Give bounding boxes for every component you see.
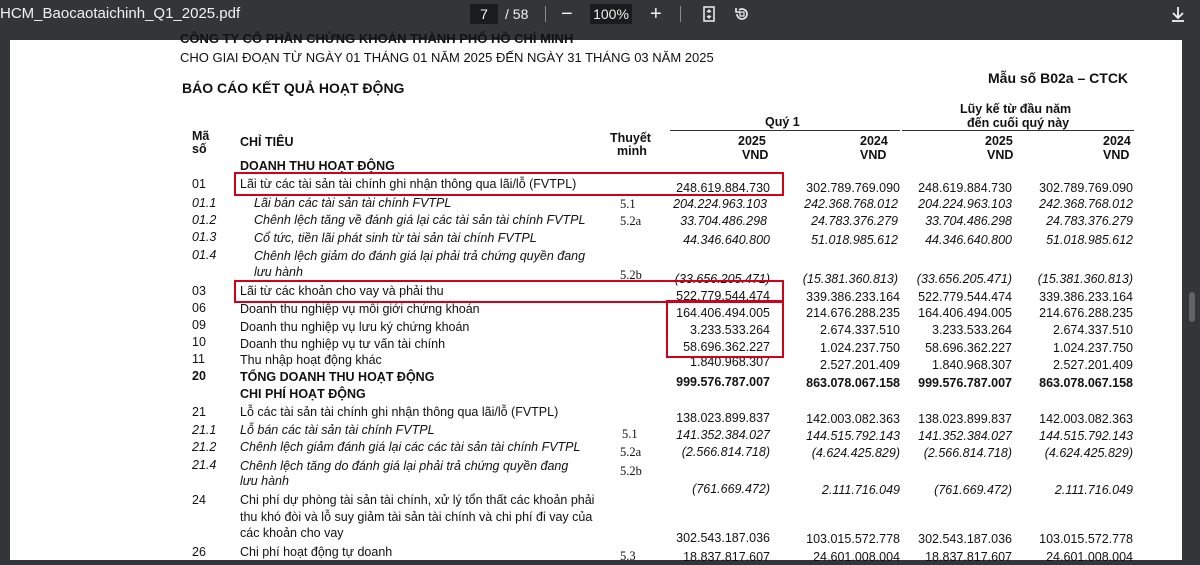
row-note: 5.1 xyxy=(622,427,638,441)
header-rule-quy xyxy=(670,130,900,131)
row-value-q2024: 144.515.792.143 xyxy=(806,429,900,443)
row-value-l2024: 144.515.792.143 xyxy=(1039,429,1133,443)
row-value-l2025: 18.837.817.607 xyxy=(925,550,1012,564)
row-value-q2024: 24.783.376.279 xyxy=(811,214,898,228)
row-code: 06 xyxy=(192,301,206,315)
row-code: 24 xyxy=(192,493,206,507)
row-value-l2025: (33.656.205.471) xyxy=(916,272,1012,286)
header-rule-luyke xyxy=(902,130,1134,131)
row-value-l2024: 2.674.337.510 xyxy=(1053,323,1133,337)
row-code: 10 xyxy=(192,335,206,349)
header-luyke-2: đến cuối quý này xyxy=(967,116,1070,130)
row-value-q2024: 302.789.769.090 xyxy=(806,181,900,195)
row-code: 03 xyxy=(192,284,206,298)
header-vnd-2: VND xyxy=(860,148,887,162)
row-code: 09 xyxy=(192,318,206,332)
zoom-level-input[interactable]: 100% xyxy=(590,4,632,24)
page-number-input[interactable]: 7 xyxy=(470,4,498,24)
row-value-q2025: 141.352.384.027 xyxy=(676,428,770,442)
zoom-in-button[interactable]: + xyxy=(650,3,662,25)
row-value-q2024: 339.386.233.164 xyxy=(806,290,900,304)
row-note: 5.3 xyxy=(620,549,636,563)
pdf-toolbar xyxy=(0,0,1200,28)
header-so: số xyxy=(192,142,207,156)
highlight-services-values xyxy=(666,300,784,358)
row-value-q2025: 58.696.362.227 xyxy=(683,340,770,354)
row-label: Lỗ bán các tài sản tài chính FVTPL xyxy=(240,423,435,437)
row-value-q2024: 1.024.237.750 xyxy=(820,341,900,355)
row-value-l2025: 522.779.544.474 xyxy=(918,290,1012,304)
toolbar-divider xyxy=(545,6,546,22)
row-label: Cổ tức, tiền lãi phát sinh từ tài sản tài chính FVTPL xyxy=(254,231,537,245)
pdf-page xyxy=(10,31,1182,564)
fit-page-icon[interactable] xyxy=(703,6,715,22)
row-label: Chi phí hoạt động tự doanh xyxy=(240,545,393,559)
header-luyke-1: Lũy kế từ đầu năm xyxy=(960,102,1072,116)
row-value-l2025: 141.352.384.027 xyxy=(918,429,1012,443)
row-code: 21.4 xyxy=(192,458,217,472)
row-value-l2025: 164.406.494.005 xyxy=(918,306,1012,320)
toolbar-divider-2 xyxy=(680,6,681,22)
row-code: 21.2 xyxy=(192,440,217,454)
row-label: Chênh lệch giảm đánh giá lại các các tài sản tài chính FVTPL xyxy=(240,440,581,454)
row-value-l2024: 863.078.067.158 xyxy=(1039,376,1133,390)
row-note: 5.2b xyxy=(620,268,642,282)
row-value-q2025: 522.779.544.474 xyxy=(676,289,770,303)
row-value-q2024: 103.015.572.778 xyxy=(806,532,900,546)
row-value-q2025: 18.837.817.607 xyxy=(683,550,770,564)
row-label: Chênh lệch giảm do đánh giá lại phải trả chứng quyền đang xyxy=(254,249,586,263)
row-value-l2025: 3.233.533.264 xyxy=(932,323,1012,337)
row-value-l2025: 33.704.486.298 xyxy=(925,214,1012,228)
row-note: 5.2a xyxy=(620,214,642,228)
form-number: Mẫu số B02a – CTCK xyxy=(988,70,1129,86)
row-value-l2024: 2.527.201.409 xyxy=(1053,358,1133,372)
row-note: 5.2b xyxy=(620,464,642,478)
row-label: TỔNG DOANH THU HOẠT ĐỘNG xyxy=(240,370,435,384)
header-2024-q: 2024 xyxy=(860,134,888,148)
row-value-l2024: 24.783.376.279 xyxy=(1046,214,1133,228)
row-value-l2025: 302.543.187.036 xyxy=(918,532,1012,546)
row-value-q2024: 142.003.082.363 xyxy=(806,412,900,426)
row-code: 11 xyxy=(192,352,205,366)
row-value-l2025: 58.696.362.227 xyxy=(925,341,1012,355)
row-note: 5.1 xyxy=(620,197,636,211)
row-value-l2024: 103.015.572.778 xyxy=(1039,532,1133,546)
row-value-q2025: 164.406.494.005 xyxy=(676,306,770,320)
row-value-l2025: 204.224.963.103 xyxy=(918,197,1012,211)
row-label: Chi phí dự phòng tài sản tài chính, xử lý tổn thất các khoản phải xyxy=(240,493,595,507)
row-value-l2024: 302.789.769.090 xyxy=(1039,181,1133,195)
header-quy1: Quý 1 xyxy=(765,115,800,129)
row-value-q2024: 242.368.768.012 xyxy=(804,197,898,211)
report-period: CHO GIAI ĐOẠN TỪ NGÀY 01 THÁNG 01 NĂM 2025 ĐẾN NGÀY 31 THÁNG 03 NĂM 2025 xyxy=(180,50,714,65)
row-value-q2025: (33.656.205.471) xyxy=(674,272,770,286)
row-value-q2025: 999.576.787.007 xyxy=(676,375,770,389)
row-value-l2024: 339.386.233.164 xyxy=(1039,290,1133,304)
row-value-q2025: (761.669.472) xyxy=(692,482,770,496)
row-label: Lãi bán các tài sản tài chính FVTPL xyxy=(254,196,452,210)
row-value-q2025: 138.023.899.837 xyxy=(676,411,770,425)
row-value-q2025: (2.566.814.718) xyxy=(681,445,770,459)
header-ma: Mã xyxy=(192,129,210,143)
row-code: 01.2 xyxy=(192,213,217,227)
row-value-l2025: 44.346.640.800 xyxy=(925,233,1012,247)
row-value-l2024: 214.676.288.235 xyxy=(1039,306,1133,320)
row-code: 01.4 xyxy=(192,248,217,262)
row-value-q2025: 3.233.533.264 xyxy=(690,323,770,337)
section-expenses: CHI PHÍ HOẠT ĐỘNG xyxy=(240,387,366,401)
download-icon[interactable] xyxy=(1170,5,1186,23)
row-value-l2024: 2.111.716.049 xyxy=(1054,483,1133,497)
section-revenue: DOANH THU HOẠT ĐỘNG xyxy=(240,159,395,173)
row-code: 26 xyxy=(192,545,206,559)
header-2025-l: 2025 xyxy=(985,134,1013,148)
report-title: BÁO CÁO KẾT QUẢ HOẠT ĐỘNG xyxy=(182,80,405,96)
row-value-l2024: 242.368.768.012 xyxy=(1039,197,1133,211)
row-value-l2024: 24.601.008.004 xyxy=(1046,550,1133,564)
row-label: Doanh thu nghiệp vụ môi giới chứng khoán xyxy=(240,302,480,316)
row-label: Doanh thu nghiệp vụ tư vấn tài chính xyxy=(240,337,446,351)
row-value-q2024: (4.624.425.829) xyxy=(811,446,900,460)
rotate-icon[interactable] xyxy=(733,5,751,23)
file-name: HCM_Baocaotaichinh_Q1_2025.pdf xyxy=(0,5,241,22)
row-code: 01 xyxy=(192,177,206,191)
row-code: 01.3 xyxy=(192,230,217,244)
row-value-l2025: 138.023.899.837 xyxy=(918,412,1012,426)
row-value-q2025: 248.619.884.730 xyxy=(676,181,770,195)
row-value-q2024: 863.078.067.158 xyxy=(806,376,900,390)
header-chitieu: CHỈ TIÊU xyxy=(240,135,294,149)
zoom-out-button[interactable]: − xyxy=(561,3,573,25)
row-label: Doanh thu nghiệp vụ lưu ký chứng khoán xyxy=(240,320,470,334)
scrollbar-thumb[interactable] xyxy=(1189,292,1195,322)
row-value-l2024: 1.024.237.750 xyxy=(1053,341,1133,355)
header-thuyet: Thuyết xyxy=(610,131,651,145)
row-value-q2024: 24.601.008.004 xyxy=(813,550,900,564)
row-code: 20 xyxy=(192,369,206,383)
row-value-l2025: 1.840.968.307 xyxy=(932,358,1012,372)
row-value-q2024: (15.381.360.813) xyxy=(802,272,898,286)
row-value-q2024: 2.674.337.510 xyxy=(820,323,900,337)
row-value-q2024: 2.527.201.409 xyxy=(820,358,900,372)
row-value-q2025: 33.704.486.298 xyxy=(680,214,767,228)
row-value-q2025: 44.346.640.800 xyxy=(683,233,770,247)
header-vnd-1: VND xyxy=(742,148,769,162)
header-minh: minh xyxy=(617,144,647,158)
row-label-cont: lưu hành xyxy=(240,474,289,488)
header-vnd-3: VND xyxy=(987,148,1014,162)
row-note: 5.2a xyxy=(620,445,642,459)
row-value-l2025: (2.566.814.718) xyxy=(923,446,1012,460)
row-code: 01.1 xyxy=(192,196,217,210)
row-value-q2025: 204.224.963.103 xyxy=(673,197,767,211)
row-value-q2025: 302.543.187.036 xyxy=(676,531,770,545)
row-value-l2025: 248.619.884.730 xyxy=(918,181,1012,195)
row-value-l2024: (15.381.360.813) xyxy=(1037,272,1133,286)
row-value-l2024: (4.624.425.829) xyxy=(1044,446,1133,460)
row-value-l2025: (761.669.472) xyxy=(934,483,1012,497)
row-label: Lãi từ các tài sản tài chính ghi nhận thông qua lãi/lỗ (FVTPL) xyxy=(240,177,577,191)
row-label: Chênh lệch tăng do đánh giá lại phải trả chứng quyền đang xyxy=(240,459,569,473)
page-total: / 58 xyxy=(505,6,529,22)
row-label-cont: thu khó đòi và lỗ suy giảm tài sản tài chính và chi phí đi vay của xyxy=(240,510,593,524)
header-vnd-4: VND xyxy=(1103,148,1130,162)
row-value-q2024: 2.111.716.049 xyxy=(821,483,900,497)
row-label: Lãi từ các khoản cho vay và phải thu xyxy=(240,284,444,298)
row-value-q2024: 214.676.288.235 xyxy=(806,306,900,320)
row-label: Lỗ các tài sản tài chính ghi nhận thông qua lãi/lỗ (FVTPL) xyxy=(240,405,559,419)
row-label-cont: các khoản cho vay xyxy=(240,526,344,540)
row-label: Thu nhập hoạt động khác xyxy=(240,353,382,367)
highlight-fvtpl-row xyxy=(234,172,784,196)
row-value-l2025: 999.576.787.007 xyxy=(918,376,1012,390)
header-2025-q: 2025 xyxy=(738,134,766,148)
header-2024-l: 2024 xyxy=(1103,134,1131,148)
row-code: 21.1 xyxy=(192,423,217,437)
row-label: Chênh lệch tăng về đánh giá lại các tài sản tài chính FVTPL xyxy=(254,213,586,227)
row-value-l2024: 142.003.082.363 xyxy=(1039,412,1133,426)
row-value-q2024: 51.018.985.612 xyxy=(811,233,898,247)
row-value-l2024: 51.018.985.612 xyxy=(1046,233,1133,247)
row-code: 21 xyxy=(192,405,206,419)
row-value-q2025: 1.840.968.307 xyxy=(690,355,770,369)
company-name: CÔNG TY CỔ PHẦN CHỨNG KHOÁN THÀNH PHỐ HỒ CHÍ MINH xyxy=(180,31,574,46)
row-label-cont: lưu hành xyxy=(254,265,303,279)
